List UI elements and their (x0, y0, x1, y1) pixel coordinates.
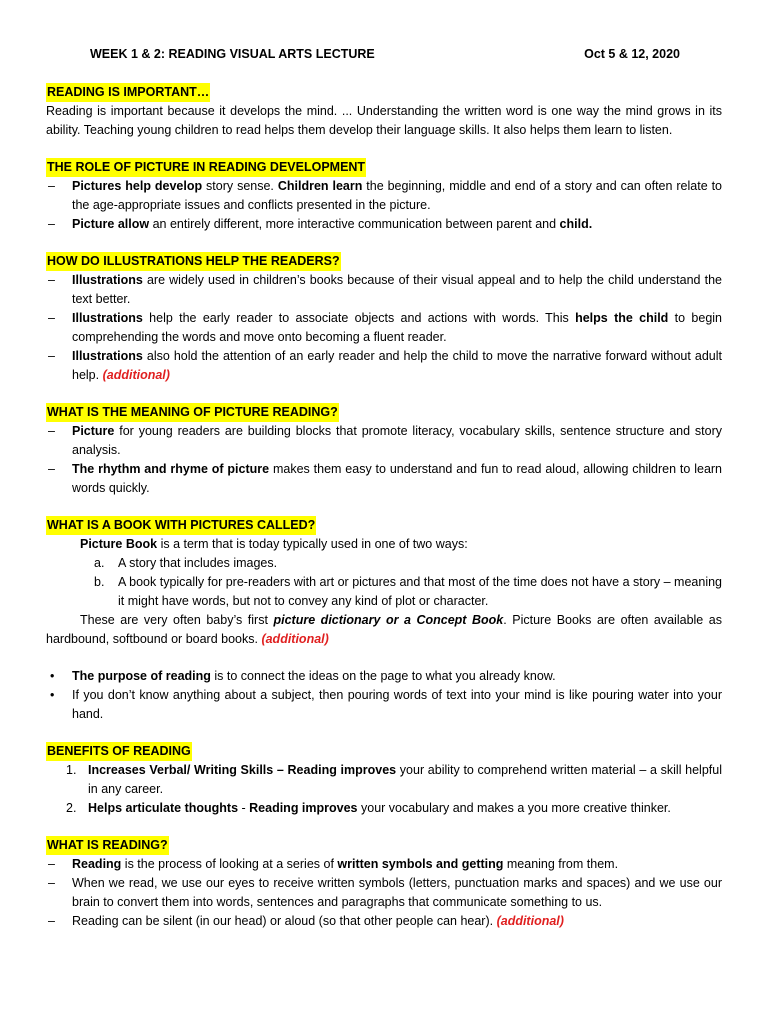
section-heading: HOW DO ILLUSTRATIONS HELP THE READERS? (46, 252, 341, 271)
paragraph: Picture Book is a term that is today typically used in one of two ways: (80, 537, 468, 551)
numbered-list (46, 761, 722, 818)
section-role-of-picture (46, 158, 722, 234)
list-item: – Picture allow an entirely different, more interactive communication between parent and child. (46, 215, 722, 234)
section-what-is-reading (46, 836, 722, 931)
section-benefits-of-reading (46, 742, 722, 818)
list-item: b. A book typically for pre-readers with art or pictures and that most of the time does not have a story – meaning it might have words, but not to convey any kind of plot or character. (94, 575, 722, 608)
dash-list (46, 855, 722, 931)
list-item: • If you don’t know anything about a subject, then pouring words of text into your mind is like pouring water into your hand. (46, 686, 722, 724)
section-reading-important (46, 83, 722, 140)
dash-list (46, 422, 722, 498)
section-heading: WHAT IS A BOOK WITH PICTURES CALLED? (46, 516, 316, 535)
additional-note: (additional) (496, 914, 564, 928)
section-heading: WHAT IS THE MEANING OF PICTURE READING? (46, 403, 339, 422)
list-item: – When we read, we use our eyes to receive written symbols (letters, punctuation marks and spaces) and we use our brain to convert them into words, sentences and paragraphs that communicate something to us. (46, 874, 722, 912)
list-item: – Reading can be silent (in our head) or aloud (so that other people can hear). (additional) (46, 912, 722, 931)
paragraph: These are very often baby’s first picture dictionary or a Concept Book. Picture Books are often available as hardbound, softbound or board books. (additional) (46, 613, 722, 646)
lecture-title: WEEK 1 & 2: READING VISUAL ARTS LECTURE (90, 47, 375, 61)
dash-list (46, 271, 722, 385)
list-item: – Illustrations also hold the attention of an early reader and help the child to move the narrative forward without adult help. (additional) (46, 347, 722, 385)
section-heading: WHAT IS READING? (46, 836, 169, 855)
list-item: – Illustrations are widely used in children’s books because of their visual appeal and to help the child understand the text better. (46, 271, 722, 309)
section-illustrations-help (46, 252, 722, 385)
paragraph: Reading is important because it develops the mind. ... Understanding the written word is one way the mind grows in its ability. Teaching young children to read helps them develop their language skills. It also helps them learn to listen. (46, 104, 722, 137)
section-heading: BENEFITS OF READING (46, 742, 192, 761)
section-purpose-of-reading (46, 667, 722, 724)
list-item: a. A story that includes images. (94, 556, 278, 570)
list-item: – Pictures help develop story sense. Children learn the beginning, middle and end of a story and can often relate to the age-appropriate issues and conflicts presented in the picture. (46, 177, 722, 215)
section-book-with-pictures (46, 516, 722, 649)
section-heading: READING IS IMPORTANT… (46, 83, 210, 102)
list-item: • The purpose of reading is to connect the ideas on the page to what you already know. (46, 667, 722, 686)
dash-list (46, 177, 722, 234)
additional-note: (additional) (261, 632, 329, 646)
list-item: 1. Increases Verbal/ Writing Skills – Reading improves your ability to comprehend written material – a skill helpful in any career. (66, 763, 722, 796)
list-item: – The rhythm and rhyme of picture makes them easy to understand and fun to read aloud, allowing children to learn words quickly. (46, 460, 722, 498)
alpha-list (46, 554, 722, 611)
page-header (90, 47, 680, 61)
section-meaning-picture-reading (46, 403, 722, 498)
list-item: – Picture for young readers are building blocks that promote literacy, vocabulary skills, sentence structure and story analysis. (46, 422, 722, 460)
document-body (46, 83, 722, 949)
bullet-list (46, 667, 722, 724)
list-item: – Illustrations help the early reader to associate objects and actions with words. This helps the child to begin comprehending the words and move onto becoming a fluent reader. (46, 309, 722, 347)
additional-note: (additional) (102, 368, 170, 382)
list-item: 2. Helps articulate thoughts - Reading improves your vocabulary and makes a you more creative thinker. (66, 801, 671, 815)
section-heading: THE ROLE OF PICTURE IN READING DEVELOPMENT (46, 158, 366, 177)
list-item: – Reading is the process of looking at a series of written symbols and getting meaning from them. (46, 855, 722, 874)
lecture-date: Oct 5 & 12, 2020 (584, 47, 680, 61)
